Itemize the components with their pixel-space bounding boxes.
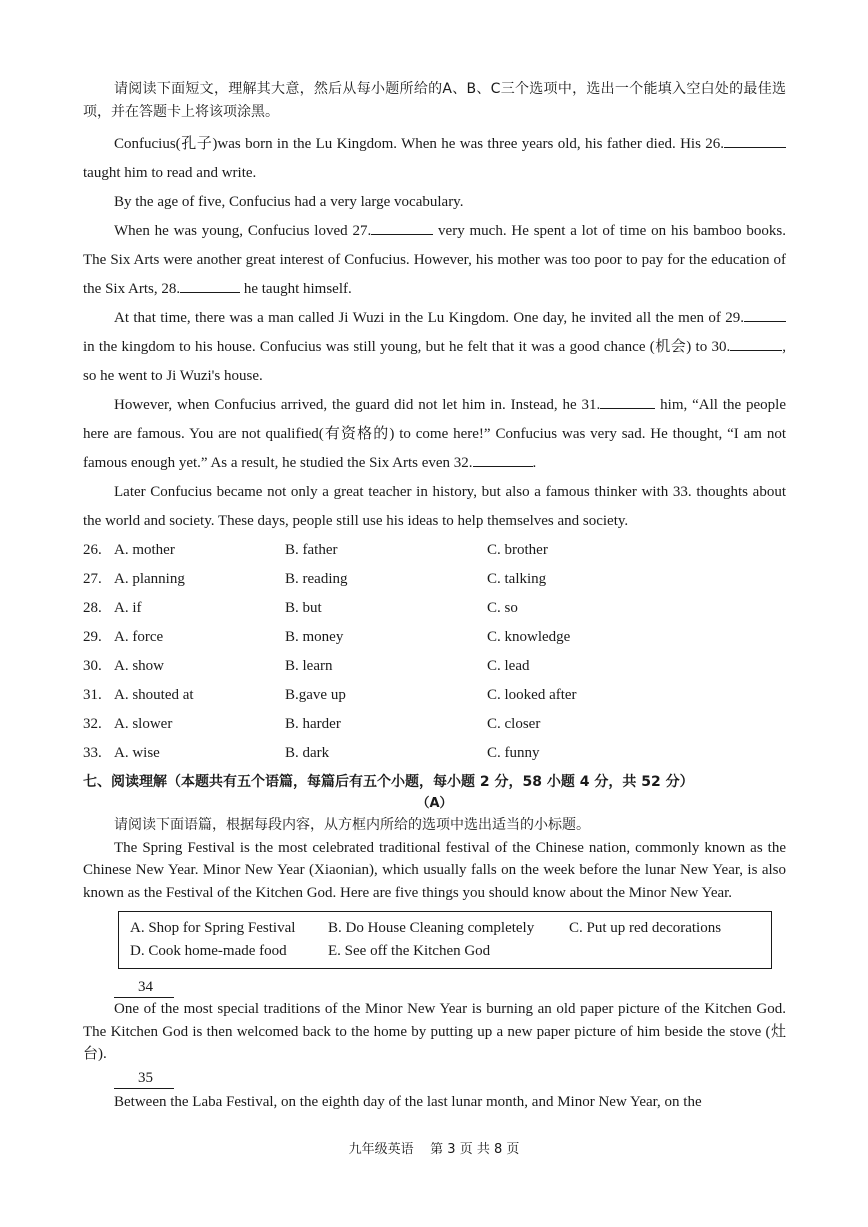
question-number: 30. — [83, 658, 102, 674]
passage-paragraph-2 — [83, 188, 786, 217]
question-number: 28. — [83, 600, 102, 616]
text-run: By the age of five, Confucius had a very large vocabulary. — [114, 194, 464, 210]
option-row-30 — [83, 652, 786, 681]
exam-page — [83, 78, 786, 1113]
option-row-26 — [83, 536, 786, 565]
blank-28 — [180, 277, 240, 293]
reading-intro: The Spring Festival is the most celebrated traditional festival of the Chinese nation, commonly known as the Chinese New Year. Minor New Year (Xiaonian), which usually falls on the week before the lunar New Year, is also known as the Festival of the Kitchen God. Here are five things you should know about the Minor New Year. — [83, 839, 786, 901]
text-run: in the kingdom to his house. Confucius was still young, but he felt that it was a good chance (机会) to 30. — [83, 339, 731, 355]
heading-options-box — [118, 911, 772, 969]
option-a: A. show — [114, 658, 165, 674]
blank-30 — [730, 335, 782, 351]
option-a: A. if — [114, 600, 142, 616]
option-b: B. reading — [285, 571, 348, 587]
reading-instruction: 请阅读下面语篇，根据每段内容，从方框内所给的选项中选出适当的小标题。 — [114, 817, 590, 833]
question-34-blank — [114, 977, 174, 998]
blank-27 — [371, 219, 433, 235]
option-b: B. learn — [285, 658, 333, 674]
option-b: B. money — [285, 629, 344, 645]
option-c: C. looked after — [487, 687, 577, 703]
question-number: 33. — [83, 745, 102, 761]
text-run: him, “All the people here are famous. You are not qualified(有资格的) to come here!” Confucius was very sad. He thought, “I am not famous enough yet.” As a result, he studied the Six Arts even 32. — [83, 397, 786, 471]
option-row-31 — [83, 681, 786, 710]
passage-paragraph-5 — [83, 391, 786, 478]
question-number: 29. — [83, 629, 102, 645]
box-option-c: C. Put up red decorations — [569, 920, 722, 936]
text-run: taught him to read and write. — [83, 165, 257, 181]
text-run: Confucius(孔子)was born in the Lu Kingdom. When he was three years old, his father died. His 26. — [114, 136, 724, 152]
page-footer: 九年级英语 第 3 页 共 8 页 — [348, 1142, 520, 1157]
option-row-33 — [83, 739, 786, 768]
blank-29 — [744, 306, 786, 322]
text-run: At that time, there was a man called Ji Wuzi in the Lu Kingdom. One day, he invited all the men of 29. — [114, 310, 744, 326]
option-a: A. wise — [114, 745, 160, 761]
question-35-blank — [114, 1068, 174, 1089]
option-b: B. but — [285, 600, 322, 616]
passage-paragraph-1 — [83, 130, 786, 188]
option-c: C. knowledge — [487, 629, 571, 645]
question-number: 34 — [138, 979, 153, 995]
text-run: . — [532, 455, 537, 471]
option-c: C. so — [487, 600, 518, 616]
option-c: C. brother — [487, 542, 548, 558]
option-c: C. lead — [487, 658, 530, 674]
passage-paragraph-3 — [83, 217, 786, 304]
text-run: Later Confucius became not only a great teacher in history, but also a famous thinker with 33. thoughts about the world and society. These days, people still use his ideas to help themselves and society. — [83, 484, 786, 529]
option-row-29 — [83, 623, 786, 652]
cloze-options — [83, 536, 786, 768]
text-run: very much. He spent a lot of time on his bamboo books. The Six Arts were another great interest of Confucius. However, his mother was too poor to pay for the education of the Six Arts, 28. — [83, 223, 786, 297]
question-number: 27. — [83, 571, 102, 587]
cloze-instruction: 请阅读下面短文，理解其大意，然后从每小题所给的A、B、C三个选项中，选出一个能填入空白处的最佳选项，并在答题卡上将该项涂黑。 — [83, 81, 786, 120]
option-c: C. funny — [487, 745, 540, 761]
option-a: A. slower — [114, 716, 173, 732]
box-option-e: E. See off the Kitchen God — [328, 943, 491, 959]
option-row-28 — [83, 594, 786, 623]
blank-32 — [473, 451, 533, 467]
paragraph-34: One of the most special traditions of the Minor New Year is burning an old paper picture of the Kitchen God. The Kitchen God is then welcomed back to the home by putting up a new paper picture of him beside the stove (灶台). — [83, 1001, 786, 1062]
text-run: , so he went to Ji Wuzi's house. — [83, 339, 786, 384]
question-number: 26. — [83, 542, 102, 558]
section-subtitle: （A） — [416, 796, 453, 811]
option-a: A. mother — [114, 542, 175, 558]
option-a: A. shouted at — [114, 687, 194, 703]
option-c: C. talking — [487, 571, 547, 587]
option-a: A. planning — [114, 571, 185, 587]
option-c: C. closer — [487, 716, 541, 732]
option-b: B.gave up — [285, 687, 346, 703]
text-run: he taught himself. — [240, 281, 352, 297]
box-option-a: A. Shop for Spring Festival — [130, 920, 296, 936]
section-title: 七、阅读理解（本题共有五个语篇，每篇后有五个小题，每小题 2 分，58 小题 4 分，共 52 分） — [83, 774, 694, 790]
paragraph-35: Between the Laba Festival, on the eighth day of the last lunar month, and Minor New Year, on the — [114, 1093, 702, 1110]
blank-31 — [600, 393, 655, 409]
option-b: B. father — [285, 542, 338, 558]
blank-26 — [724, 132, 786, 148]
option-b: B. dark — [285, 745, 330, 761]
option-a: A. force — [114, 629, 164, 645]
option-row-32 — [83, 710, 786, 739]
passage-paragraph-6 — [83, 478, 786, 536]
option-row-27 — [83, 565, 786, 594]
option-b: B. harder — [285, 716, 341, 732]
question-number: 35 — [138, 1069, 153, 1086]
box-option-d: D. Cook home-made food — [130, 943, 287, 959]
box-option-b: B. Do House Cleaning completely — [328, 920, 535, 936]
text-run: When he was young, Confucius loved 27. — [114, 223, 372, 239]
question-number: 32. — [83, 716, 102, 732]
question-number: 31. — [83, 687, 102, 703]
passage-paragraph-4 — [83, 304, 786, 391]
text-run: However, when Confucius arrived, the guard did not let him in. Instead, he 31. — [114, 397, 601, 413]
